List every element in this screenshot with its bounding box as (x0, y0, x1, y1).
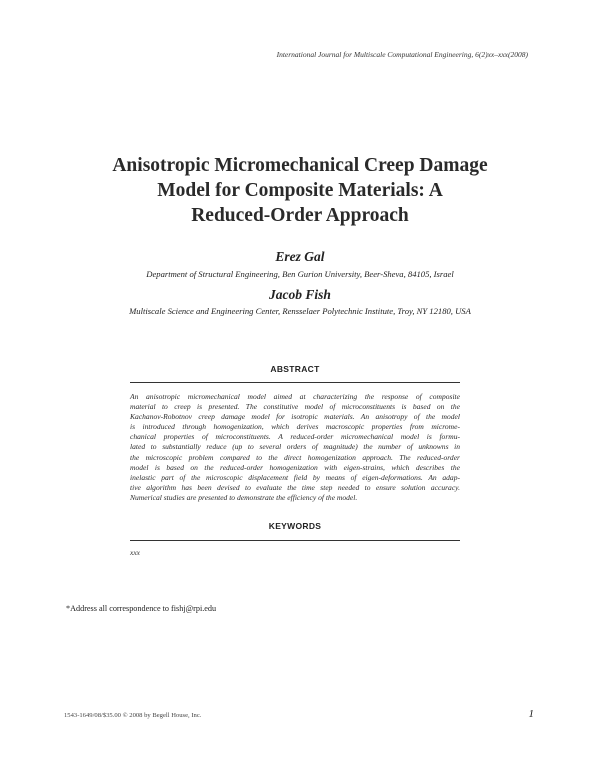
author-name: Jacob Fish (269, 287, 331, 302)
keywords-text: xxx (130, 548, 140, 557)
title-line: Reduced-Order Approach (191, 205, 409, 226)
author-name: Erez Gal (275, 249, 325, 264)
title-line: Model for Composite Materials: A (157, 180, 443, 201)
abstract-line: lated to substantially reduce (up to several orders of magnitude) the number of unknowns in (130, 442, 460, 452)
correspondence-footnote: *Address all correspondence to fishj@rpi.edu (66, 604, 217, 613)
abstract-heading: ABSTRACT (270, 364, 320, 374)
author-affiliation: Department of Structural Engineering, Ben Gurion University, Beer-Sheva, 84105, Israel (146, 269, 454, 279)
abstract-body (130, 392, 460, 503)
abstract-line: the microscopic problem compared to the direct homogenization approach. The reduced-order (130, 452, 460, 462)
abstract-line: An anisotropic micromechanical model aimed at characterizing the response of composite (130, 392, 460, 401)
page-number: 1 (528, 708, 534, 720)
abstract-line: Numerical studies are presented to demonstrate the efficiency of the model. (130, 492, 358, 502)
abstract-line: material to creep is presented. The constitutive model of microconstituents is based on the (130, 402, 460, 412)
abstract-line: chanical properties of microconstituents. A reduced-order micromechanical model is formu- (130, 432, 460, 442)
running-head: International Journal for Multiscale Computational Engineering, 6(2)xx–xxx(2008) (276, 50, 528, 59)
keywords-rule (130, 540, 460, 541)
copyright-footer: 1543-1649/08/$35.00 © 2008 by Begell House, Inc. (64, 712, 202, 719)
abstract-line: is introduced through homogenization, which derives macroscopic properties from microme- (130, 422, 460, 432)
paper-title (60, 153, 540, 228)
author-affiliation: Multiscale Science and Engineering Center, Rensselaer Polytechnic Institute, Troy, NY 12180, USA (129, 306, 471, 316)
title-line: Anisotropic Micromechanical Creep Damage (112, 155, 488, 176)
abstract-line: tive algorithm has been devised to evaluate the time step needed to ensure solution accuracy. (130, 482, 460, 492)
keywords-heading: KEYWORDS (268, 521, 322, 531)
abstract-line: Kachanov-Robotnov creep damage model for isotropic materials. An anisotropy of the model (130, 412, 460, 422)
abstract-line: model is based on the reduced-order homogenization with eigen-strains, which describes the (130, 462, 460, 472)
abstract-rule (130, 382, 460, 383)
abstract-line: inelastic part of the microscopic displacement field by means of eigen-deformations. An adap- (130, 472, 460, 482)
